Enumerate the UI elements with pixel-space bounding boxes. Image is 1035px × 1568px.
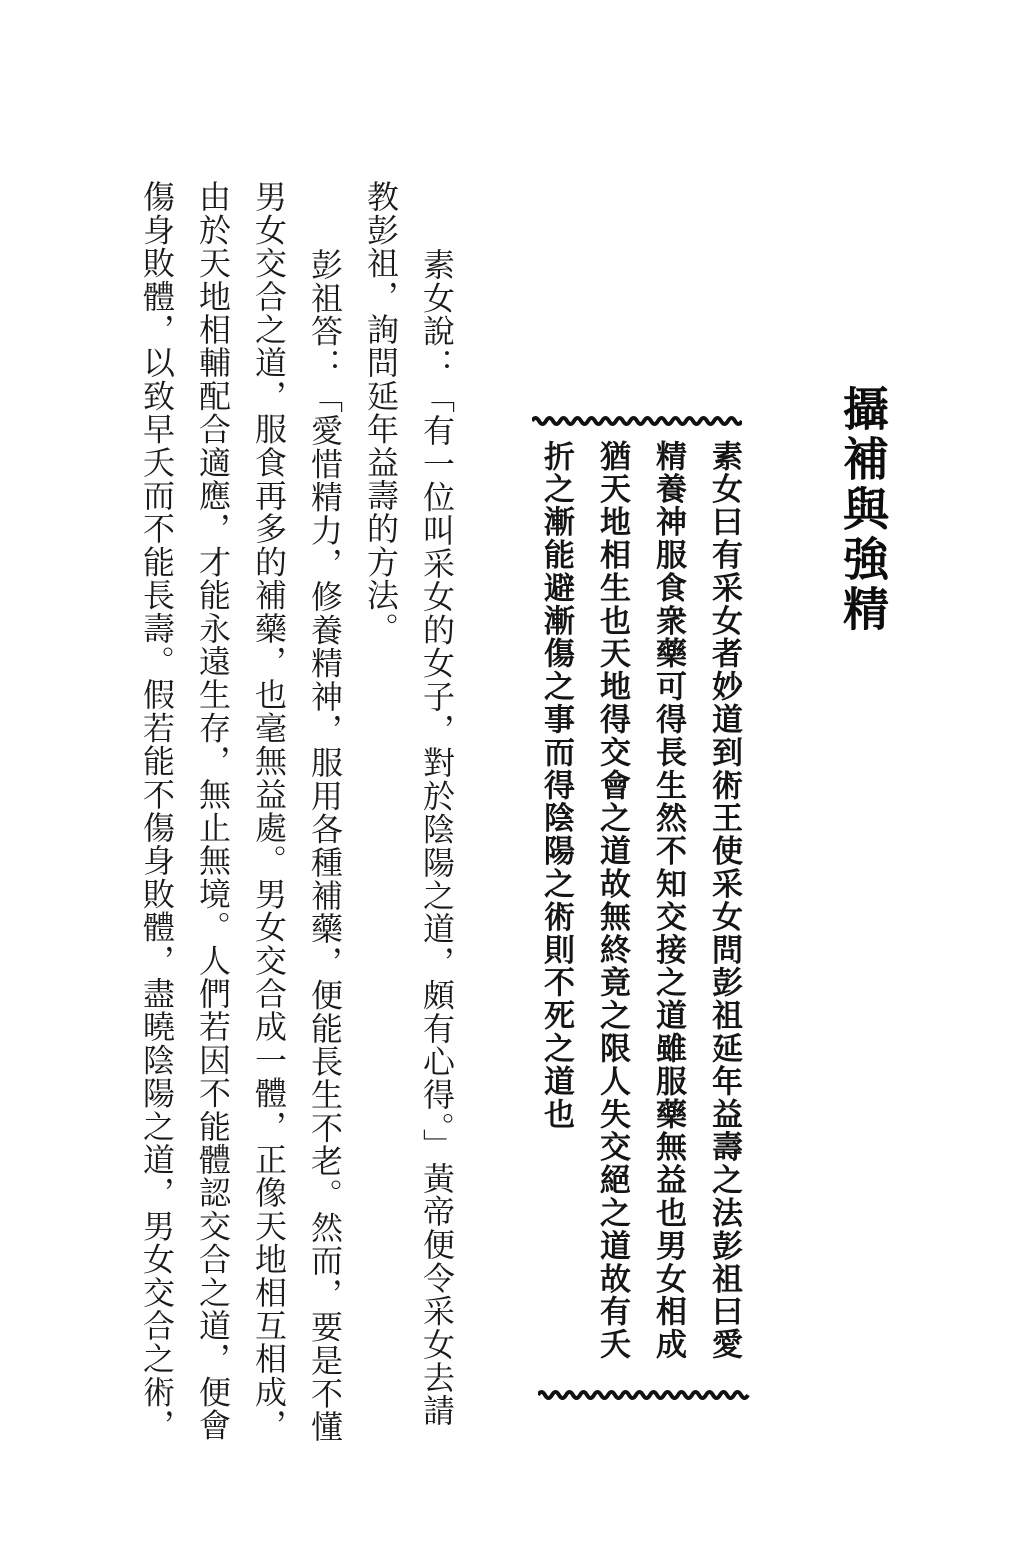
quote-column-4: 折之漸能避漸傷之事而得陰陽之術則不死之道也 (538, 440, 574, 1131)
bottom-wavy-border (538, 1388, 750, 1402)
quote-column-2: 精養神服食衆藥可得長生然不知交接之道雖服藥無益也男女相成 (650, 440, 686, 1362)
translation-column-5: 由於天地相輔配合適應，才能永遠生存，無止無境。人們若因不能體認交合之道，便會 (194, 180, 232, 1442)
translation-column-1: 素女說：「有一位叫采女的女子，對於陰陽之道，頗有心得。」黃帝便令采女去請 (418, 248, 456, 1428)
translation-column-3: 彭祖答：「愛惜精力，修養精神，服用各種補藥，便能長生不老。然而，要是不懂 (306, 248, 344, 1444)
quote-column-3: 猶天地相生也天地得交會之道故無終竟之限人失交絕之道故有夭 (594, 440, 630, 1362)
translation-column-2: 教彭祖，詢問延年益壽的方法。 (362, 180, 400, 645)
quote-column-1: 素女曰有采女者妙道到術王使采女問彭祖延年益壽之法彭祖曰愛 (706, 440, 742, 1362)
translation-column-4: 男女交合之道，服食再多的補藥，也毫無益處。男女交合成一體，正像天地相互相成， (250, 180, 288, 1442)
translation-column-6: 傷身敗體，以致早夭而不能長壽。假若能不傷身敗體，盡曉陰陽之道，男女交合之術， (138, 180, 176, 1442)
chapter-title: 攝補與強精 (836, 385, 890, 635)
top-wavy-border (532, 414, 742, 428)
